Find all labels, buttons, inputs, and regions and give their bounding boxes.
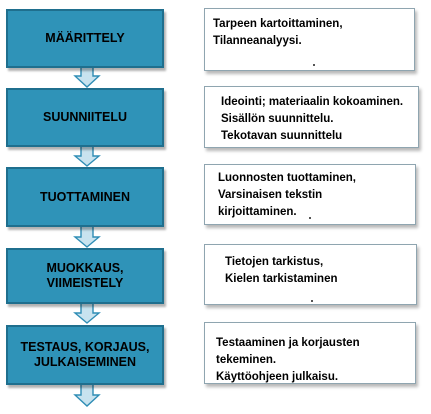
step-title: TUOTTAMINEN (39, 189, 131, 204)
desc-tuottaminen (204, 164, 416, 225)
desc-maarittely (204, 8, 415, 71)
step-title: MUOKKAUS, VIIMEISTELY (46, 261, 124, 290)
desc-text: Testaaminen ja korjausten tekeminen. Käyttöohjeen julkaisu. (216, 337, 360, 383)
desc-text: Ideointi; materiaalin kokoaminen. Sisällön suunnittelu. Tekotavan suunnittelu (221, 96, 404, 142)
dot-mark (313, 64, 315, 66)
step-tuottaminen (6, 167, 164, 227)
step-muokkaus-viimeistely (6, 248, 164, 304)
step-title: TESTAUS, KORJAUS, JULKAISEMINEN (20, 340, 150, 369)
arrow-4 (75, 303, 99, 323)
desc-text: Luonnosten tuottaminen, Varsinaisen tekstin kirjoittaminen. (218, 172, 356, 218)
arrow-5 (75, 384, 99, 406)
desc-testaus-julkaiseminen (204, 322, 416, 384)
dot-mark (311, 300, 313, 302)
step-suunniitelu (6, 88, 164, 147)
step-title: MÄÄRITTELY (45, 31, 125, 45)
desc-text: Tarpeen kartoittaminen, Tilanneanalyysi. (213, 18, 343, 47)
desc-suunniitelu (204, 86, 419, 148)
dot-mark (309, 217, 311, 219)
desc-muokkaus-viimeistely (204, 244, 417, 305)
desc-text: Tietojen tarkistus, Kielen tarkistaminen (225, 256, 338, 285)
step-testaus-julkaiseminen (6, 325, 164, 385)
arrow-3 (75, 226, 99, 247)
step-title: SUUNNIITELU (42, 110, 128, 124)
arrow-1 (75, 67, 99, 87)
arrow-2 (75, 146, 99, 166)
step-maarittely (6, 9, 164, 68)
